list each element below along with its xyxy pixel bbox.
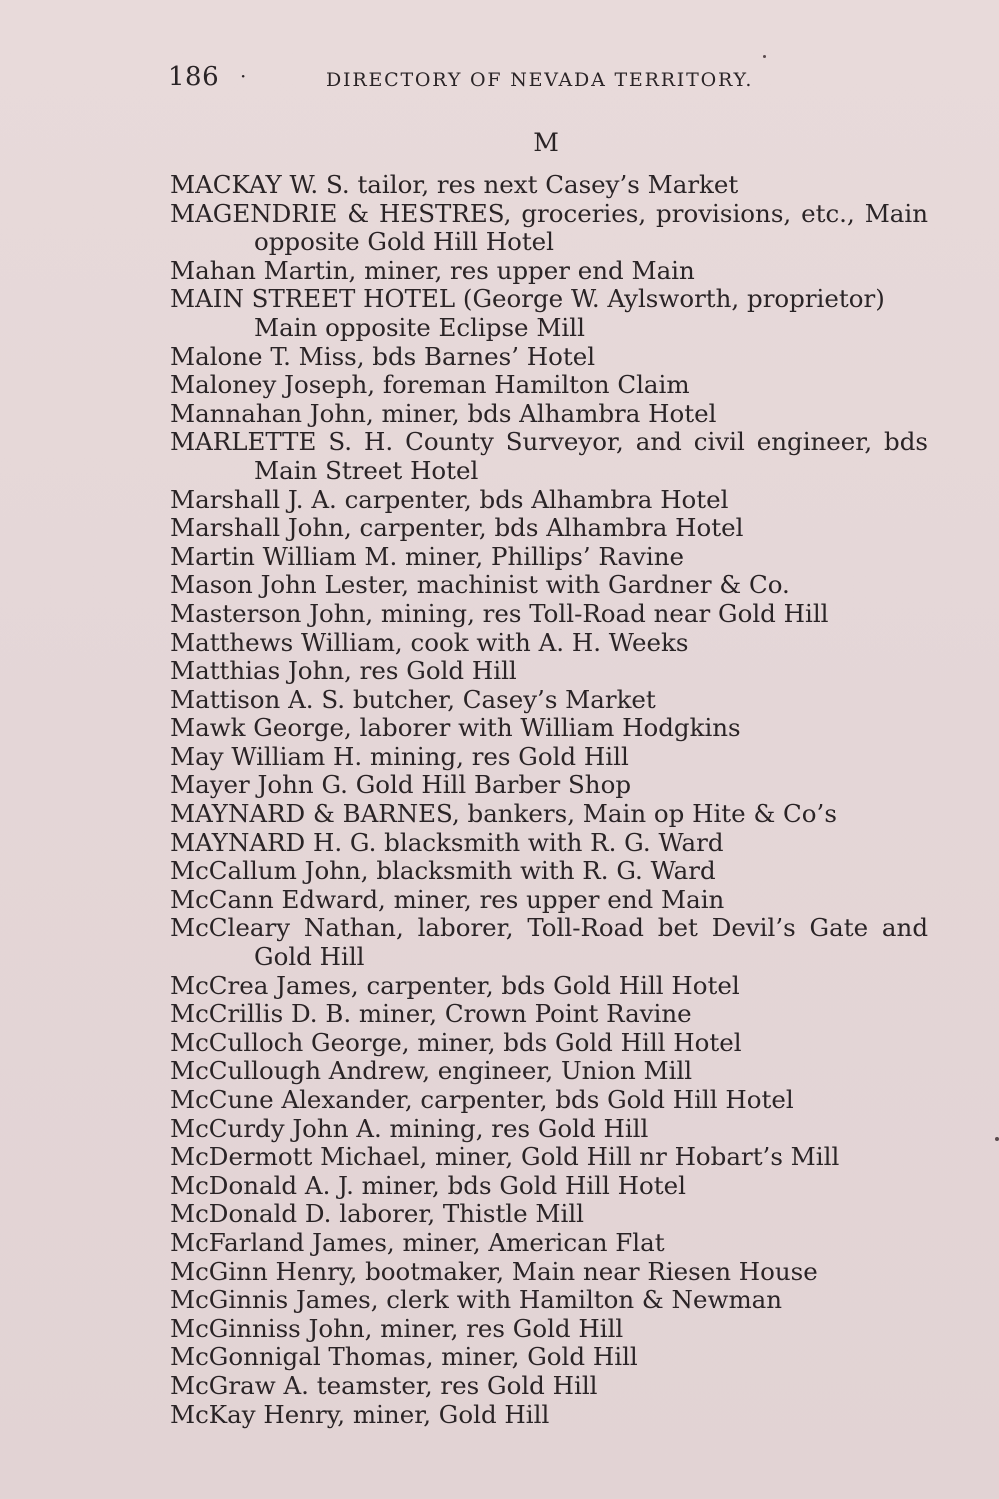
directory-entry (170, 600, 930, 629)
entry-text: McCrea James, carpenter, bds Gold Hill Hotel (170, 970, 740, 1000)
entry-text: Maloney Joseph, foreman Hamilton Claim (170, 370, 690, 400)
directory-entry (170, 1200, 930, 1229)
directory-entry (170, 571, 930, 600)
entry-text: McKay Henry, miner, Gold Hill (170, 1399, 550, 1429)
directory-entry (170, 371, 930, 400)
directory-entry (170, 886, 930, 915)
entry-text: Matthias John, res Gold Hill (170, 656, 517, 686)
entry-text: McCurdy John A. mining, res Gold Hill (170, 1113, 649, 1143)
directory-entry (170, 1372, 930, 1401)
directory-entry (170, 800, 930, 829)
entry-text: MAYNARD H. G. blacksmith with R. G. Ward (170, 827, 724, 857)
entry-text: MACKAY W. S. tailor, res next Casey’s Market (170, 170, 739, 199)
entry-text: McGonnigal Thomas, miner, Gold Hill (170, 1342, 638, 1372)
directory-entry (170, 1143, 930, 1172)
directory-entry (170, 1229, 930, 1258)
entry-text: McCune Alexander, carpenter, bds Gold Hill Hotel (170, 1085, 794, 1114)
entry-text: McDonald D. laborer, Thistle Mill (170, 1199, 585, 1229)
entry-text: May William H. mining, res Gold Hill (170, 741, 629, 771)
directory-entry (170, 743, 930, 772)
directory-entry (170, 257, 930, 286)
directory-entry (170, 972, 930, 1001)
directory-entry (170, 1115, 930, 1144)
entry-text: McCullough Andrew, engineer, Union Mill (170, 1056, 693, 1086)
section-letter: M (533, 128, 559, 157)
entry-text: Mason John Lester, machinist with Gardner & Co. (170, 570, 790, 600)
entry-continuation: Gold Hill (254, 942, 365, 972)
entry-text: McGinn Henry, bootmaker, Main near Riesen House (170, 1256, 818, 1286)
entry-text: MAGENDRIE & HESTRES, groceries, provisions, etc., Main (170, 198, 928, 228)
directory-entry (170, 1401, 930, 1430)
entry-text: Mahan Martin, miner, res upper end Main (170, 255, 695, 285)
paper-speck (995, 1137, 999, 1141)
directory-entry (170, 686, 930, 715)
entry-text: Mawk George, laborer with William Hodgkins (170, 713, 741, 743)
directory-entry (170, 1286, 930, 1315)
entry-continuation: Main opposite Eclipse Mill (254, 312, 585, 342)
directory-entry (170, 1343, 930, 1372)
entry-text: McDermott Michael, miner, Gold Hill nr Hobart’s Mill (170, 1142, 840, 1172)
directory-entry (170, 171, 930, 200)
directory-entry (170, 829, 930, 858)
directory-entry (170, 400, 930, 429)
directory-entry (170, 1086, 930, 1115)
directory-entry (170, 1258, 930, 1287)
directory-entry (170, 657, 930, 686)
entry-text: Marshall J. A. carpenter, bds Alhambra Hotel (170, 484, 729, 514)
entry-text: McGraw A. teamster, res Gold Hill (170, 1370, 598, 1400)
entry-text: McCleary Nathan, laborer, Toll-Road bet Devil’s Gate and (170, 913, 928, 943)
entry-text: McGinniss John, miner, res Gold Hill (170, 1313, 624, 1343)
header-separator-dot: · (240, 64, 247, 88)
entry-text: MAIN STREET HOTEL (George W. Aylsworth, proprietor) (170, 284, 885, 314)
directory-entry (170, 1029, 930, 1058)
entry-text: McCrillis D. B. miner, Crown Point Ravine (170, 999, 692, 1029)
directory-entry (170, 543, 930, 572)
directory-entry (170, 1172, 930, 1201)
entry-text: Mannahan John, miner, bds Alhambra Hotel (170, 398, 717, 428)
page-number: 186 (168, 62, 220, 92)
entry-text: McFarland James, miner, American Flat (170, 1227, 665, 1257)
entry-text: Malone T. Miss, bds Barnes’ Hotel (170, 341, 596, 371)
directory-entry (170, 486, 930, 515)
paper-speck (763, 55, 766, 58)
entry-continuation: opposite Gold Hill Hotel (254, 227, 554, 257)
entry-text: Martin William M. miner, Phillips’ Ravine (170, 541, 684, 571)
entry-text: Masterson John, mining, res Toll-Road near Gold Hill (170, 598, 829, 628)
directory-entry (170, 285, 930, 342)
directory-entries (170, 171, 930, 1429)
entry-text: Marshall John, carpenter, bds Alhambra Hotel (170, 513, 744, 543)
directory-entry (170, 914, 930, 971)
entry-text: McCallum John, blacksmith with R. G. Ward (170, 856, 716, 886)
directory-entry (170, 200, 930, 257)
directory-entry (170, 714, 930, 743)
directory-entry (170, 771, 930, 800)
directory-entry (170, 428, 930, 485)
directory-entry (170, 629, 930, 658)
entry-text: Mattison A. S. butcher, Casey’s Market (170, 684, 656, 714)
directory-entry (170, 514, 930, 543)
directory-entry (170, 1057, 930, 1086)
entry-text: Matthews William, cook with A. H. Weeks (170, 627, 689, 657)
entry-text: MAYNARD & BARNES, bankers, Main op Hite & Co’s (170, 799, 837, 829)
entry-text: McCann Edward, miner, res upper end Main (170, 884, 725, 914)
entry-text: McGinnis James, clerk with Hamilton & Newman (170, 1285, 783, 1315)
entry-text: McDonald A. J. miner, bds Gold Hill Hotel (170, 1170, 686, 1200)
entry-text: MARLETTE S. H. County Surveyor, and civil engineer, bds (170, 427, 928, 457)
running-title: DIRECTORY OF NEVADA TERRITORY. (326, 69, 754, 91)
directory-entry (170, 1315, 930, 1344)
entry-text: McCulloch George, miner, bds Gold Hill Hotel (170, 1027, 742, 1057)
directory-entry (170, 857, 930, 886)
directory-entry (170, 343, 930, 372)
entry-continuation: Main Street Hotel (254, 455, 479, 485)
directory-entry (170, 1000, 930, 1029)
page-header (168, 62, 778, 98)
entry-text: Mayer John G. Gold Hill Barber Shop (170, 770, 632, 800)
